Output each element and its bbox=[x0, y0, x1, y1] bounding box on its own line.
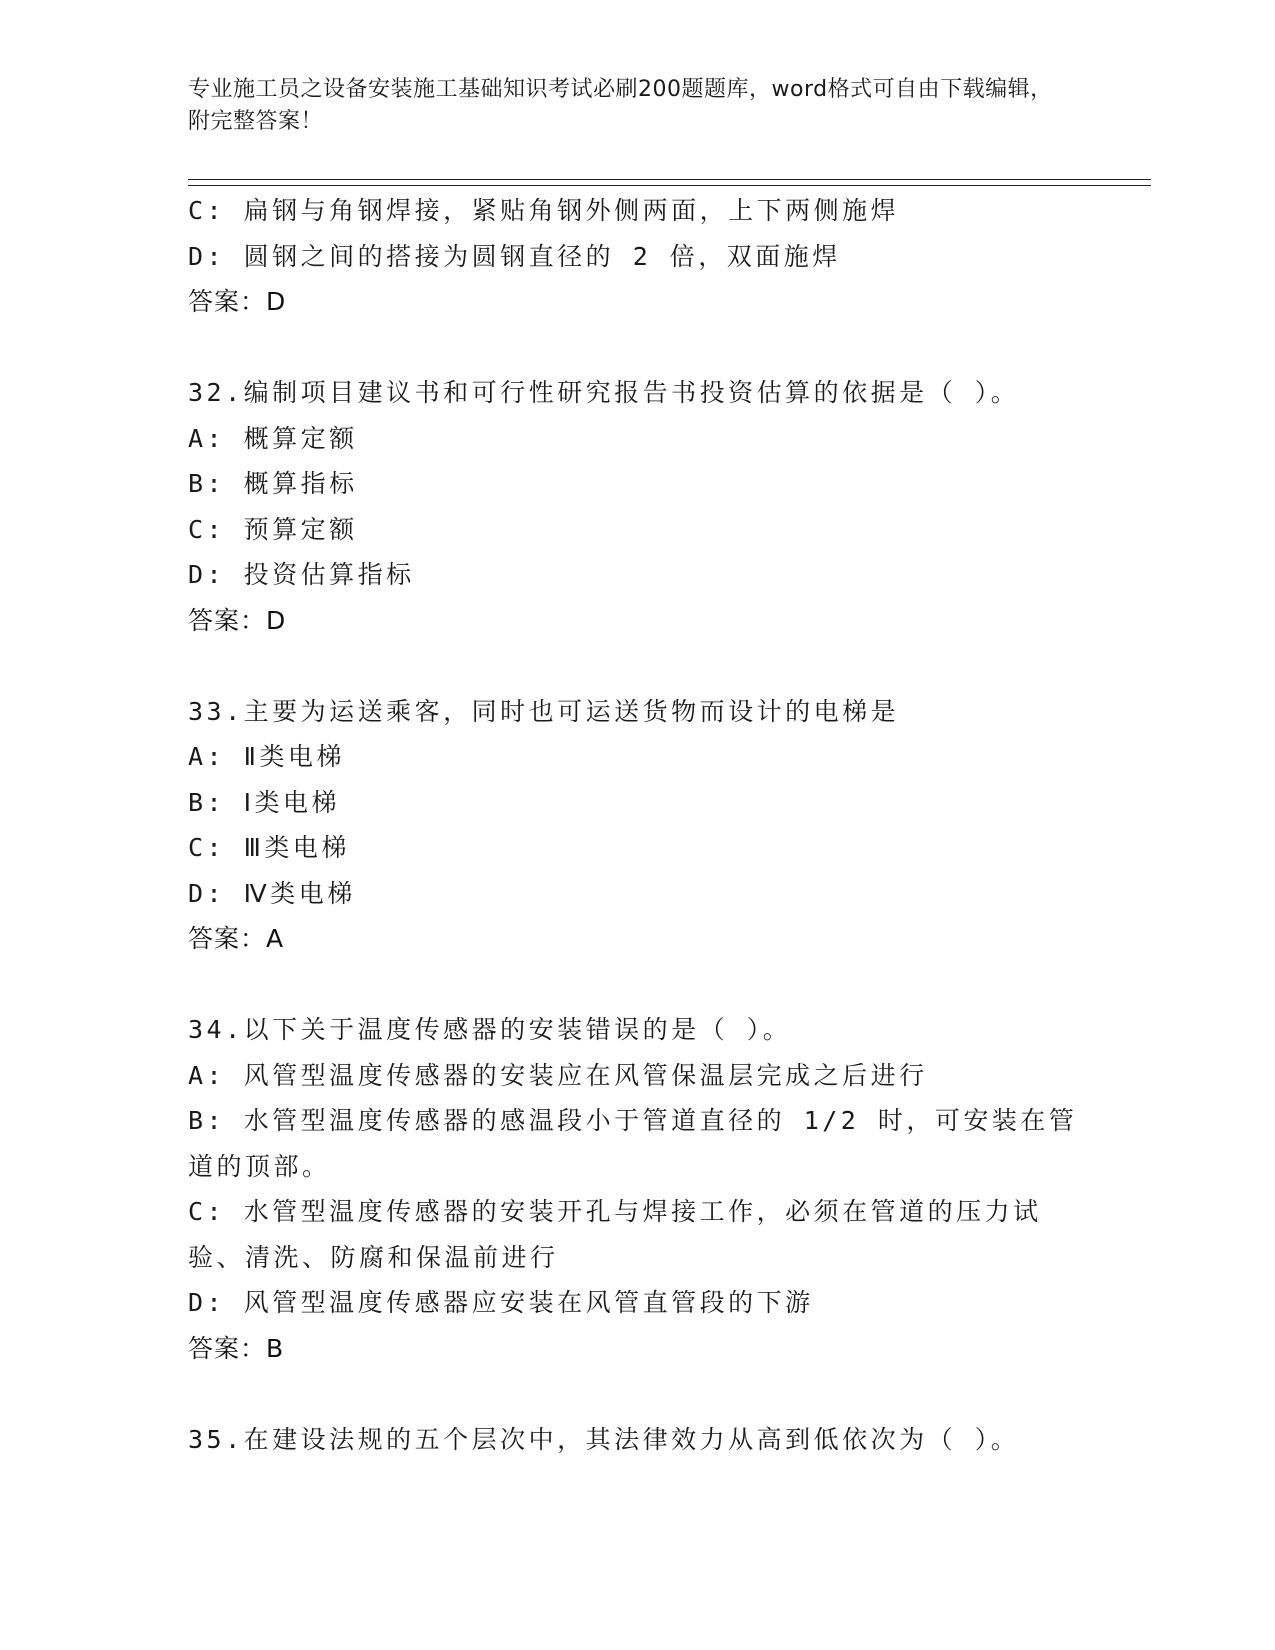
question-list bbox=[188, 188, 1088, 1462]
question-stem: 35.在建设法规的五个层次中，其法律效力从高到低依次为（ ）。 bbox=[188, 1424, 1020, 1454]
question-33 bbox=[188, 689, 1088, 962]
answer: 答案：B bbox=[188, 1333, 285, 1363]
question-32 bbox=[188, 370, 1088, 643]
question-stem: 34.以下关于温度传感器的安装错误的是（ ）。 bbox=[188, 1015, 792, 1044]
option-d: D: Ⅳ类电梯 bbox=[188, 878, 356, 908]
option-b: B: 水管型温度传感器的感温段小于管道直径的 1/2 时，可安装在管道的顶部。 bbox=[188, 1106, 1078, 1181]
partial-question bbox=[188, 188, 1088, 325]
option-c: C: 扁钢与角钢焊接，紧贴角钢外侧两面，上下两侧施焊 bbox=[188, 196, 900, 225]
question-stem: 33.主要为运送乘客，同时也可运送货物而设计的电梯是 bbox=[188, 696, 900, 726]
option-d: D: 风管型温度传感器应安装在风管直管段的下游 bbox=[188, 1288, 814, 1317]
header-rule-top bbox=[188, 179, 1151, 180]
option-d: D: 投资估算指标 bbox=[188, 560, 415, 589]
header-title: 专业施工员之设备安装施工基础知识考试必刷200题题库，word格式可自由下载编辑，附完整答案！ bbox=[188, 77, 1053, 134]
option-c: C: 预算定额 bbox=[188, 514, 358, 544]
spacer bbox=[188, 962, 1088, 1008]
option-c: C: 水管型温度传感器的安装开孔与焊接工作，必须在管道的压力试验、清洗、防腐和保温前进行 bbox=[188, 1197, 1042, 1272]
option-a: A: 风管型温度传感器的安装应在风管保温层完成之后进行 bbox=[188, 1060, 928, 1090]
question-34 bbox=[188, 1007, 1088, 1371]
spacer bbox=[188, 643, 1088, 689]
header-rule-bottom bbox=[188, 185, 1151, 186]
option-d: D: 圆钢之间的搭接为圆钢直径的 2 倍，双面施焊 bbox=[188, 241, 841, 271]
question-35 bbox=[188, 1417, 1088, 1463]
option-c: C: Ⅲ类电梯 bbox=[188, 833, 350, 862]
option-a: A: 概算定额 bbox=[188, 423, 358, 453]
answer: 答案：A bbox=[188, 924, 285, 953]
option-b: B: Ⅰ类电梯 bbox=[188, 787, 341, 817]
answer: 答案：D bbox=[188, 605, 287, 635]
question-stem: 32.编制项目建议书和可行性研究报告书投资估算的依据是（ ）。 bbox=[188, 378, 1020, 407]
option-b: B: 概算指标 bbox=[188, 469, 358, 498]
document-header bbox=[188, 74, 1068, 138]
spacer bbox=[188, 1371, 1088, 1417]
spacer bbox=[188, 325, 1088, 371]
answer: 答案：D bbox=[188, 287, 287, 316]
option-a: A: Ⅱ类电梯 bbox=[188, 742, 345, 771]
